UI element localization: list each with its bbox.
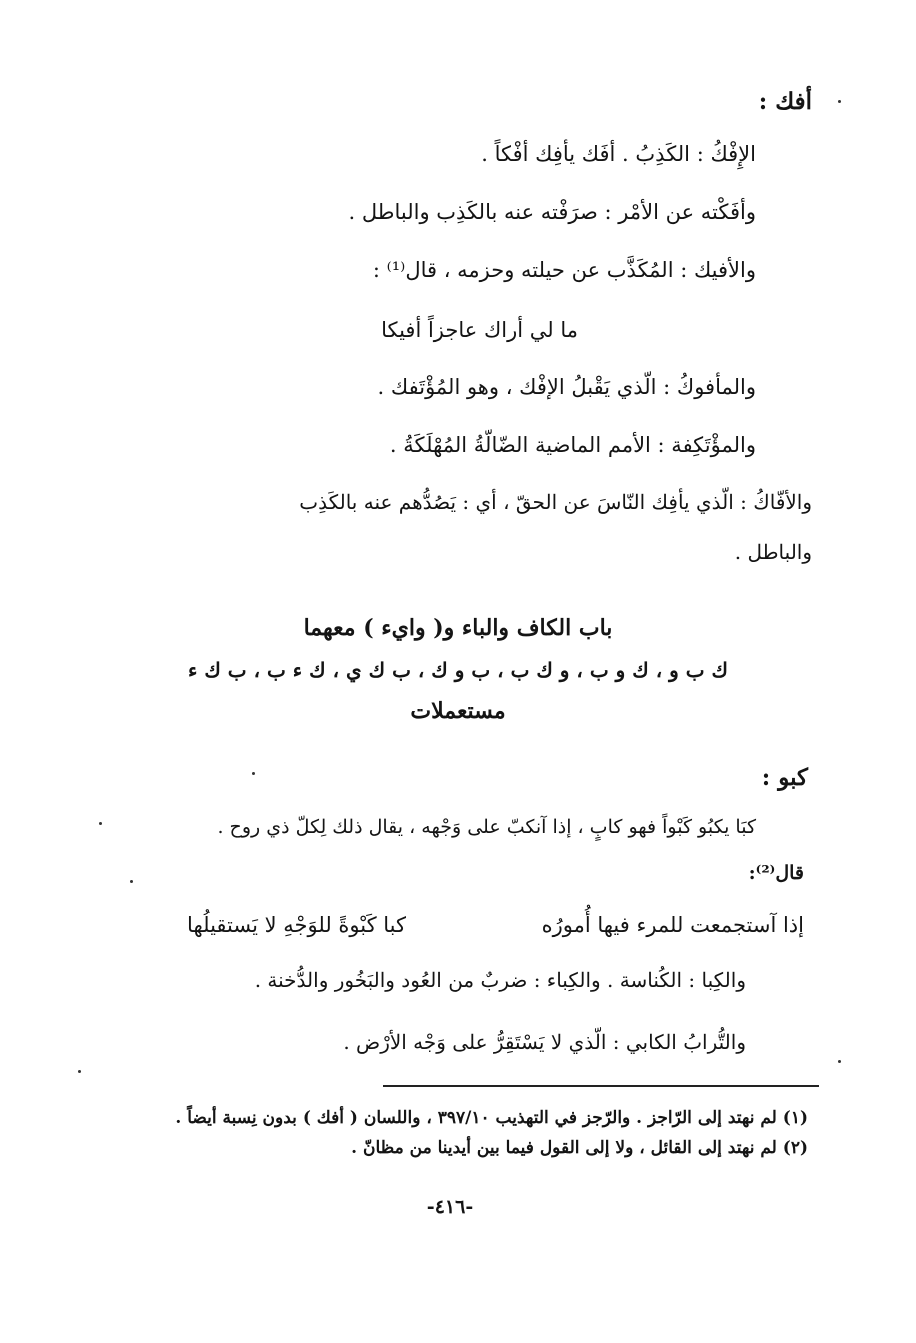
page-number: -٤١٦-: [426, 1196, 474, 1218]
scan-speck: [78, 1070, 81, 1073]
entry-line: قال⁽²⁾:: [748, 862, 804, 884]
scan-speck: [252, 772, 255, 775]
verse-second-half: كبا كَبْوةً للوَجْهِ لا يَستقيلُها: [187, 913, 406, 937]
section-combinations: ك ب و ، ك و ب ، و ك ب ، ب و ك ، ب ك ي ، ك ء ب ، ب ك ء: [187, 658, 729, 682]
entry-line: والأفّاكُ : الّذي يأفِك النّاسَ عن الحقّ ، أي : يَصُدُّهم عنه بالكَذِب: [299, 490, 812, 514]
verse-line: ما لي أراك عاجزاً أفيكا: [381, 318, 578, 342]
footnote: (١) لم نهتد إلى الرّاجز . والرّجز في التهذيب ٣٩٧/١٠ ، واللسان ( أفك ) بدون نِسبة أيضاً .: [175, 1108, 808, 1128]
entry-line: والمؤْتَكِفة : الأمم الماضية الضّالّةُ المُهْلَكَةُ .: [389, 433, 756, 457]
entry-headword-kbw: كبو :: [761, 764, 808, 791]
entry-line: والباطل .: [734, 540, 812, 564]
scan-speck: [99, 822, 102, 825]
entry-line: الإِفْكُ : الكَذِبُ . أفَك يأفِك أفْكاً .: [481, 142, 756, 166]
scan-speck: [838, 1060, 841, 1063]
entry-line: والأفيك : المُكَذَّب عن حيلته وحزمه ، قال⁽¹⁾ :: [372, 258, 756, 282]
scan-speck: [130, 880, 133, 883]
scan-speck: [838, 100, 841, 103]
entry-line: كبَا يكبُو كَبْواً فهو كابٍ ، إذا آنكبّ على وَجْهه ، يقال ذلك لِكلّ ذي روح .: [217, 816, 756, 838]
entry-line: وأفَكْته عن الأمْر : صرَفْته عنه بالكَذِب والباطل .: [348, 200, 756, 224]
verse-first-half: إذا آستجمعت للمرء فيها أُمورُه: [541, 913, 804, 937]
entry-headword-afk: أفك :: [758, 88, 812, 115]
entry-line: والمأفوكُ : الّذي يَقْبلُ الإفْك ، وهو المُؤْتَفك .: [377, 375, 756, 399]
entry-line: والتُّرابُ الكابي : الّذي لا يَسْتَقِرُّ على وَجْه الأرْض .: [343, 1030, 746, 1054]
entry-line: والكِبا : الكُناسة . والكِباء : ضربٌ من العُود والبَخُور والدُّخنة .: [254, 968, 746, 992]
footnote-divider: [383, 1085, 819, 1087]
section-title: باب الكاف والباء و( وايء ) معهما: [303, 615, 613, 641]
section-status: مستعملات: [410, 698, 506, 724]
footnote: (٢) لم نهتد إلى القائل ، ولا إلى القول فيما بين أيدينا من مظانّ .: [351, 1138, 808, 1158]
